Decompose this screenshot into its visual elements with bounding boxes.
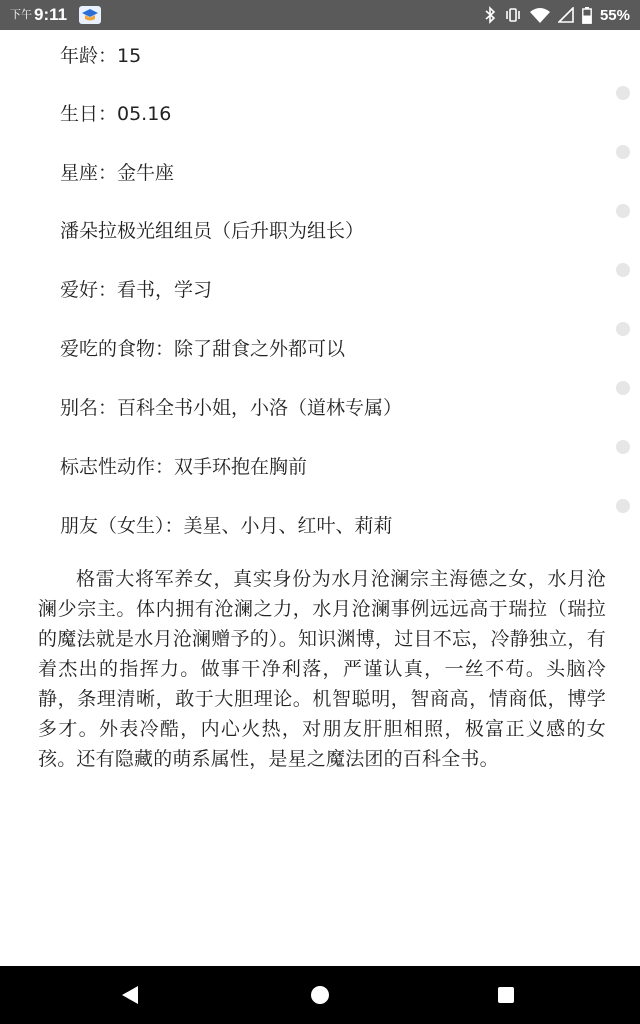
back-icon — [120, 984, 140, 1006]
profile-nicknames: 别名：百科全书小姐，小洛（道林专属） — [60, 397, 403, 419]
back-button[interactable] — [100, 966, 160, 1024]
status-bar — [0, 0, 640, 30]
home-icon — [310, 985, 330, 1005]
profile-signature-gesture: 标志性动作：双手环抱在胸前 — [60, 456, 308, 478]
home-button[interactable] — [290, 966, 350, 1024]
page-dot — [616, 322, 630, 336]
profile-bio: 格雷大将军养女，真实身份为水月沧澜宗主海德之女，水月沧澜少宗主。体内拥有沧澜之力，水月沧澜事例远远高于瑞拉（瑞拉的魔法就是水月沧澜赠予的）。知识渊博，过目不忘，冷静独立，有着杰出的指挥力。做事干净利落，严谨认真，一丝不苟。头脑冷静，条理清晰，敢于大胆理论。机智聪明，智商高，情商低，博学多才。外表冷酷，内心火热，对朋友肝胆相照，极富正义感的女孩。还有隐藏的萌系属性，是星之魔法团的百科全书。 — [38, 568, 606, 770]
navigation-bar — [0, 966, 640, 1024]
page-dot — [616, 440, 630, 454]
vibrate-icon — [504, 7, 522, 23]
profile-age: 年龄：15 — [60, 45, 142, 67]
profile-friends: 朋友（女生）：美星、小月、红叶、莉莉 — [60, 515, 393, 537]
page-dot — [616, 145, 630, 159]
battery-percentage: 55% — [599, 6, 630, 24]
bluetooth-icon — [484, 6, 496, 24]
profile-birthday: 生日：05.16 — [60, 103, 172, 125]
app-notification-icon — [79, 6, 101, 24]
page-dot — [616, 499, 630, 513]
battery-icon — [582, 7, 592, 24]
page-dot — [616, 263, 630, 277]
recents-icon — [497, 986, 515, 1004]
cell-signal-icon — [558, 7, 574, 23]
profile-favorite-food: 爱吃的食物：除了甜食之外都可以 — [60, 338, 346, 360]
status-left — [10, 0, 101, 30]
page-dot — [616, 204, 630, 218]
page-dot — [616, 381, 630, 395]
profile-zodiac: 星座：金牛座 — [60, 162, 175, 184]
status-right — [484, 6, 630, 24]
profile-hobbies: 爱好：看书，学习 — [60, 279, 213, 301]
profile-group: 潘朵拉极光组组员（后升职为组长） — [60, 220, 365, 242]
page-indicator-dots — [616, 86, 632, 558]
time-prefix: 下午 — [10, 8, 32, 21]
recents-button[interactable] — [476, 966, 536, 1024]
wifi-icon — [530, 7, 550, 23]
clock: 9:11 — [34, 5, 68, 24]
article-content[interactable] — [0, 30, 640, 966]
page-dot — [616, 86, 630, 100]
